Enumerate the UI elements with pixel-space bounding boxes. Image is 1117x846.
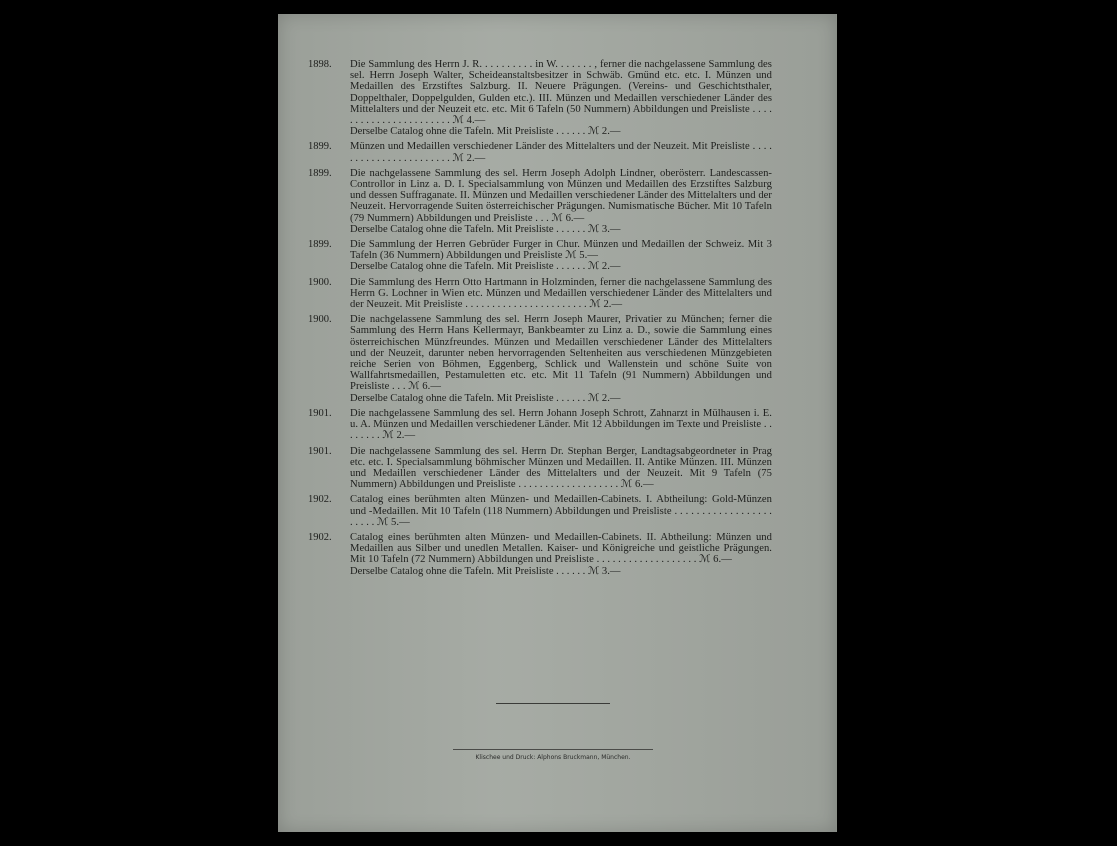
catalog-page <box>278 14 837 832</box>
entry-description: Die nachgelassene Sammlung des sel. Herrn Joseph Adolph Lindner, oberösterr. Landescassen-Controllor in Linz a. D. I. Specialsammlung von Münzen und Medaillen des Erzstiftes Salzburg und dessen Suffraganate. II. Münzen und Medaillen verschiedener Länder des Mittelalters und der Neuzeit. Hervorragende Suiten österreichischer Prägungen. Numismatische Bücher. Mit 10 Tafeln (79 Nummern) Abbildungen und Preisliste . . . ℳ 6.— <box>350 167 772 224</box>
entry-subline: Derselbe Catalog ohne die Tafeln. Mit Preisliste . . . . . . ℳ 2.— <box>350 126 621 138</box>
entry-description: Die nachgelassene Sammlung des sel. Herrn Joseph Maurer, Privatier zu München; ferner die Sammlung des Herrn Hans Kellermayr, Bankbeamter zu Linz a. D., sowie die Sammlung eines österreichischen Münzfreundes. Münzen und Medaillen verschiedener Länder des Mittelalters und der Neuzeit, darunter neben hervorragenden Seltenheiten aus verschiedenen Münzgebieten reiche Serien von Böhmen, Eggenberg, Schlick und Wallenstein und schöne Suite von Wallfahrtsmedaillen, Pestamuletten etc. etc. Mit 11 Tafeln (91 Nummern) Abbildungen und Preisliste . . . ℳ 6.— <box>350 314 772 393</box>
entry-description: Die Sammlung der Herren Gebrüder Furger in Chur. Münzen und Medaillen der Schweiz. Mit 3 Tafeln (36 Nummern) Abbildungen und Preisliste ℳ 5.— <box>350 239 772 262</box>
entry-year: 1901. <box>308 445 332 457</box>
entry-subline: Derselbe Catalog ohne die Tafeln. Mit Preisliste . . . . . . ℳ 2.— <box>350 261 621 273</box>
entry-year: 1899. <box>308 141 332 153</box>
catalog-entry <box>308 531 772 577</box>
catalog-entry <box>308 314 772 404</box>
entry-description: Die Sammlung des Herrn Otto Hartmann in Holzminden, ferner die nachgelassene Sammlung des Herrn G. Lochner in Wien etc. Münzen und Medaillen verschiedener Länder des Mittelalters und der Neuzeit. Mit Preisliste . . . . . . . . . . . . . . . . . . . . . . . ℳ 2.— <box>350 276 772 311</box>
entry-description: Die Sammlung des Herrn J. R. . . . . . . . . . in W. . . . . . . , ferner die nachgelassene Sammlung des sel. Herrn Joseph Walter, Scheideanstaltsbesitzer in Schwäb. Gmünd etc. etc. I. Münzen und Medaillen des Erzstiftes Salzburg. II. Neuere Prägungen. (Vereins- und Geschichtsthaler, Doppelthaler, Doppelgulden, Gulden etc.). III. Münzen und Medaillen verschiedener Länder des Mittelalters und der Neuzeit etc. etc. Mit 6 Tafeln (50 Nummern) Abbildungen und Preisliste . . . . . . . . . . . . . . . . . . . . . . . ℳ 4.— <box>350 59 772 127</box>
entry-description: Münzen und Medaillen verschiedener Länder des Mittelalters und der Neuzeit. Mit Preisliste . . . . . . . . . . . . . . . . . . . . . . . ℳ 2.— <box>350 141 772 164</box>
entry-subline: Derselbe Catalog ohne die Tafeln. Mit Preisliste . . . . . . ℳ 2.— <box>350 392 621 404</box>
entry-subline: Derselbe Catalog ohne die Tafeln. Mit Preisliste . . . . . . ℳ 3.— <box>350 223 621 235</box>
entry-year: 1899. <box>308 239 332 251</box>
catalog-entry <box>308 276 772 311</box>
entry-description: Die nachgelassene Sammlung des sel. Herrn Dr. Stephan Berger, Landtagsabgeordneter in Prag etc. etc. I. Specialsammlung böhmischer Münzen und Medaillen. II. Antike Münzen. III. Münzen und Medaillen verschiedener Länder des Mittelalters und der Neuzeit. Mit 9 Tafeln (75 Nummern) Abbildungen und Preisliste . . . . . . . . . . . . . . . . . . . ℳ 6.— <box>350 445 772 491</box>
entry-year: 1898. <box>308 59 332 70</box>
catalog-entry <box>308 407 772 442</box>
entry-year: 1902. <box>308 531 332 543</box>
entry-year: 1901. <box>308 407 332 419</box>
entry-description: Catalog eines berühmten alten Münzen- und Medaillen-Cabinets. II. Abtheilung: Münzen und Medaillen aus Silber und unedlen Metallen. Kaiser- und Königreiche und geistliche Prägungen. Mit 10 Tafeln (72 Nummern) Abbildungen und Preisliste . . . . . . . . . . . . . . . . . . . ℳ 6.— <box>350 531 772 566</box>
entry-year: 1900. <box>308 276 332 288</box>
entry-year: 1900. <box>308 314 332 326</box>
entry-description: Die nachgelassene Sammlung des sel. Herrn Johann Joseph Schrott, Zahnarzt in Mülhausen i. E. u. A. Münzen und Medaillen verschiedener Länder. Mit 12 Abbildungen im Texte und Preisliste . . . . . . . . ℳ 2.— <box>350 407 772 442</box>
catalog-entry <box>308 445 772 491</box>
catalog-entry <box>308 167 772 235</box>
printer-imprint: Klischee und Druck: Alphons Bruckmann, München. <box>475 754 631 761</box>
catalog-entry <box>308 59 772 138</box>
entry-year: 1899. <box>308 167 332 179</box>
footer-rule <box>453 749 653 750</box>
catalog-entry <box>308 239 772 273</box>
catalog-entry-list <box>308 59 772 581</box>
catalog-entry <box>308 141 772 164</box>
entry-year: 1902. <box>308 494 332 506</box>
entry-subline: Derselbe Catalog ohne die Tafeln. Mit Preisliste . . . . . . ℳ 3.— <box>350 565 621 577</box>
catalog-entry <box>308 494 772 528</box>
closing-rule <box>496 703 610 704</box>
entry-description: Catalog eines berühmten alten Münzen- und Medaillen-Cabinets. I. Abtheilung: Gold-Münzen und -Medaillen. Mit 10 Tafeln (118 Nummern) Abbildungen und Preisliste . . . . . . . . . . . . . . . . . . . . . . . ℳ 5.— <box>350 494 772 528</box>
